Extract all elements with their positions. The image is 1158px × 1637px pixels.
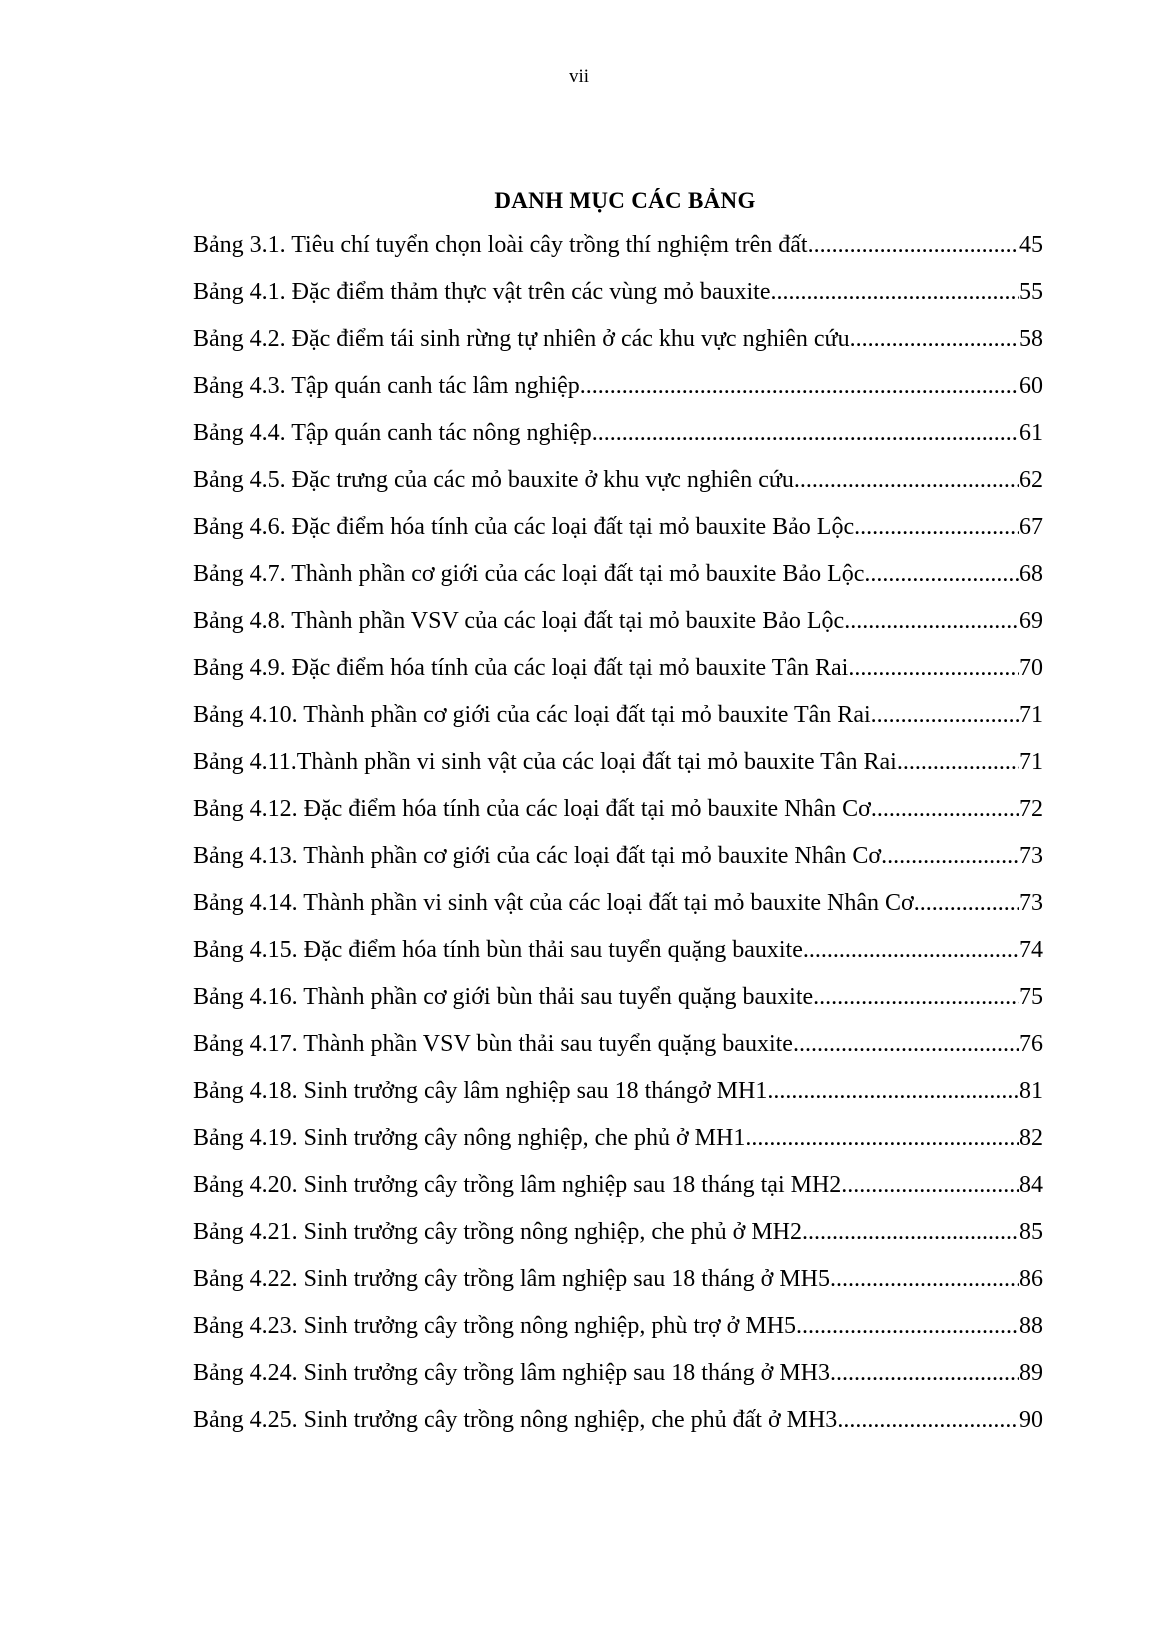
- entry-label: Bảng 4.2. Đặc điểm tái sinh rừng tự nhiên ở các khu vực nghiên cứu: [193, 326, 850, 352]
- dot-leader: [881, 843, 1019, 870]
- entry-page-number: 85: [1019, 1219, 1043, 1245]
- entry-page-number: 61: [1019, 420, 1043, 446]
- entry-page-number: 86: [1019, 1266, 1043, 1292]
- entry-label: Bảng 4.4. Tập quán canh tác nông nghiệp: [193, 420, 592, 446]
- entry-page-number: 45: [1019, 232, 1043, 258]
- entry-label: Bảng 4.7. Thành phần cơ giới của các loại đất tại mỏ bauxite Bảo Lộc: [193, 561, 865, 587]
- dot-leader: [897, 749, 1019, 776]
- entry-label: Bảng 4.25. Sinh trưởng cây trồng nông nghiệp, che phủ đất ở MH3: [193, 1407, 838, 1433]
- toc-entry: [193, 232, 1043, 279]
- entry-label: Bảng 4.11.Thành phần vi sinh vật của các loại đất tại mỏ bauxite Tân Rai: [193, 749, 897, 775]
- entry-label: Bảng 4.21. Sinh trưởng cây trồng nông nghiệp, che phủ ở MH2: [193, 1219, 802, 1245]
- entry-label: Bảng 4.10. Thành phần cơ giới của các loại đất tại mỏ bauxite Tân Rai: [193, 702, 871, 728]
- dot-leader: [837, 1407, 1019, 1434]
- dot-leader: [745, 1125, 1019, 1152]
- dot-leader: [808, 232, 1019, 259]
- dot-leader: [848, 655, 1019, 682]
- toc-entry: [193, 984, 1043, 1031]
- entry-page-number: 84: [1019, 1172, 1043, 1198]
- entry-page-number: 60: [1019, 373, 1043, 399]
- dot-leader: [841, 1172, 1019, 1199]
- dot-leader: [803, 937, 1019, 964]
- toc-entry: [193, 1313, 1043, 1360]
- entry-label: Bảng 4.17. Thành phần VSV bùn thải sau tuyển quặng bauxite: [193, 1031, 793, 1057]
- page-number: vii: [568, 66, 590, 87]
- entry-label: Bảng 4.14. Thành phần vi sinh vật của các loại đất tại mỏ bauxite Nhân Cơ: [193, 890, 914, 916]
- entry-page-number: 69: [1019, 608, 1043, 634]
- toc-entry: [193, 655, 1043, 702]
- dot-leader: [592, 420, 1019, 447]
- dot-leader: [844, 608, 1019, 635]
- entry-label: Bảng 4.23. Sinh trưởng cây trồng nông nghiệp, phù trợ ở MH5: [193, 1313, 797, 1339]
- dot-leader: [871, 796, 1019, 823]
- toc-entry: [193, 1219, 1043, 1266]
- dot-leader: [854, 514, 1019, 541]
- toc-entry: [193, 514, 1043, 561]
- toc-entry: [193, 749, 1043, 796]
- dot-leader: [864, 561, 1019, 588]
- dot-leader: [771, 279, 1020, 306]
- entry-label: Bảng 4.9. Đặc điểm hóa tính của các loại đất tại mỏ bauxite Tân Rai: [193, 655, 849, 681]
- entry-page-number: 58: [1019, 326, 1043, 352]
- page-title: DANH MỤC CÁC BẢNG: [494, 188, 756, 213]
- entry-page-number: 76: [1019, 1031, 1043, 1057]
- entry-page-number: 72: [1019, 796, 1043, 822]
- entry-label: Bảng 4.5. Đặc trưng của các mỏ bauxite ở khu vực nghiên cứu: [193, 467, 794, 493]
- entry-page-number: 89: [1019, 1360, 1043, 1386]
- entry-page-number: 82: [1019, 1125, 1043, 1151]
- table-list: [193, 232, 1043, 1454]
- toc-entry: [193, 279, 1043, 326]
- toc-entry: [193, 1360, 1043, 1407]
- entry-label: Bảng 4.15. Đặc điểm hóa tính bùn thải sau tuyển quặng bauxite: [193, 937, 803, 963]
- toc-entry: [193, 1125, 1043, 1172]
- entry-page-number: 68: [1019, 561, 1043, 587]
- entry-page-number: 70: [1019, 655, 1043, 681]
- toc-entry: [193, 702, 1043, 749]
- entry-label: Bảng 3.1. Tiêu chí tuyển chọn loài cây trồng thí nghiệm trên đất: [193, 232, 808, 258]
- entry-label: Bảng 4.22. Sinh trưởng cây trồng lâm nghiệp sau 18 tháng ở MH5: [193, 1266, 830, 1292]
- entry-page-number: 73: [1019, 843, 1043, 869]
- entry-label: Bảng 4.16. Thành phần cơ giới bùn thải sau tuyển quặng bauxite: [193, 984, 814, 1010]
- dot-leader: [830, 1360, 1019, 1387]
- toc-entry: [193, 890, 1043, 937]
- entry-label: Bảng 4.6. Đặc điểm hóa tính của các loại đất tại mỏ bauxite Bảo Lộc: [193, 514, 855, 540]
- dot-leader: [794, 467, 1019, 494]
- entry-page-number: 90: [1019, 1407, 1043, 1433]
- toc-entry: [193, 608, 1043, 655]
- dot-leader: [914, 890, 1019, 917]
- toc-entry: [193, 937, 1043, 984]
- toc-entry: [193, 796, 1043, 843]
- dot-leader: [850, 326, 1019, 353]
- entry-label: Bảng 4.8. Thành phần VSV của các loại đất tại mỏ bauxite Bảo Lộc: [193, 608, 845, 634]
- entry-label: Bảng 4.12. Đặc điểm hóa tính của các loại đất tại mỏ bauxite Nhân Cơ: [193, 796, 871, 822]
- entry-label: Bảng 4.20. Sinh trưởng cây trồng lâm nghiệp sau 18 tháng tại MH2: [193, 1172, 842, 1198]
- toc-entry: [193, 1031, 1043, 1078]
- dot-leader: [813, 984, 1019, 1011]
- toc-entry: [193, 843, 1043, 890]
- entry-page-number: 75: [1019, 984, 1043, 1010]
- toc-entry: [193, 1078, 1043, 1125]
- entry-page-number: 74: [1019, 937, 1043, 963]
- toc-entry: [193, 1172, 1043, 1219]
- toc-entry: [193, 326, 1043, 373]
- entry-label: Bảng 4.18. Sinh trưởng cây lâm nghiệp sau 18 thángở MH1: [193, 1078, 768, 1104]
- entry-page-number: 71: [1019, 749, 1043, 775]
- entry-page-number: 62: [1019, 467, 1043, 493]
- entry-label: Bảng 4.19. Sinh trưởng cây nông nghiệp, che phủ ở MH1: [193, 1125, 746, 1151]
- toc-entry: [193, 561, 1043, 608]
- dot-leader: [767, 1078, 1019, 1105]
- dot-leader: [793, 1031, 1019, 1058]
- entry-page-number: 55: [1019, 279, 1043, 305]
- dot-leader: [796, 1313, 1019, 1340]
- toc-entry: [193, 467, 1043, 514]
- entry-page-number: 81: [1019, 1078, 1043, 1104]
- toc-entry: [193, 1266, 1043, 1313]
- entry-label: Bảng 4.3. Tập quán canh tác lâm nghiệp: [193, 373, 580, 399]
- entry-label: Bảng 4.1. Đặc điểm thảm thực vật trên các vùng mỏ bauxite: [193, 279, 771, 305]
- entry-page-number: 67: [1019, 514, 1043, 540]
- toc-entry: [193, 373, 1043, 420]
- dot-leader: [830, 1266, 1019, 1293]
- entry-page-number: 73: [1019, 890, 1043, 916]
- entry-page-number: 88: [1019, 1313, 1043, 1339]
- entry-label: Bảng 4.13. Thành phần cơ giới của các loại đất tại mỏ bauxite Nhân Cơ: [193, 843, 882, 869]
- entry-label: Bảng 4.24. Sinh trưởng cây trồng lâm nghiệp sau 18 tháng ở MH3: [193, 1360, 830, 1386]
- entry-page-number: 71: [1019, 702, 1043, 728]
- toc-entry: [193, 420, 1043, 467]
- dot-leader: [871, 702, 1019, 729]
- toc-entry: [193, 1407, 1043, 1454]
- dot-leader: [802, 1219, 1019, 1246]
- dot-leader: [580, 373, 1019, 400]
